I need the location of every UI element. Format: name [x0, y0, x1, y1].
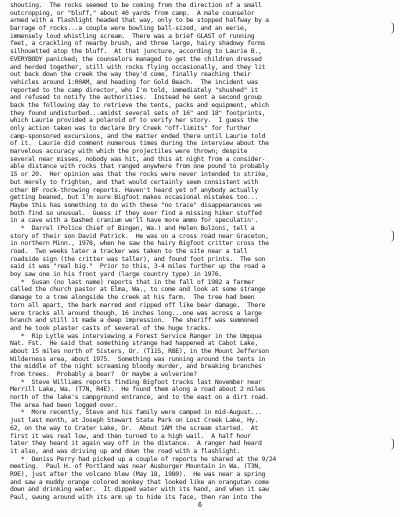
- text-line: shouting. The rocks seemed to be coming from the direction of a small: [10, 2, 262, 9]
- text-line: and he took plaster casts of several of the huge tracks.: [10, 324, 212, 332]
- text-line: boy saw one in his front yard (large country type) in 1976.: [10, 271, 223, 279]
- binder-hole-mark: [390, 438, 394, 450]
- text-line: story of their son David Patrick. He was on a cross road near Graceton,: [10, 232, 269, 240]
- text-line: armed with a flashlight headed that way, only to be stopped halfway by a: [10, 17, 269, 25]
- text-line: Maybe this has something to do with these "no trace" disappearances we: [10, 201, 262, 209]
- text-line: out back down the creek the way they'd come, finally reaching their: [10, 71, 251, 79]
- text-line: * Susan (no last name) reports that in the fall of 1982 a farmer: [10, 278, 255, 286]
- text-line: The area had been logged over.: [10, 401, 118, 409]
- text-line: which Laurie provided a polaroid of to verify her story. I guess the: [10, 117, 258, 125]
- text-line: * More recently, Steve and his family were camped in mid-August...: [10, 409, 262, 417]
- text-line: and saw a muddy orange colored monkey that looked like an orangutan come: [10, 478, 269, 486]
- text-line: about 15 miles north of Sisters, Or. (T11S, R8E), in the Mount Jefferson: [10, 347, 269, 355]
- text-line: getting beaned, but I'm sure Bigfoot makes occasional mistakes too...: [10, 194, 258, 202]
- text-line: both find so unusual. Guess if they ever find a missing hiker stuffed: [10, 209, 262, 217]
- text-line: north of the lake's campground entrance, and to the east on a dirt road.: [10, 394, 269, 402]
- text-line: later they heard it again way off in the distance. A ranger had heard: [10, 440, 262, 448]
- text-line: just last month, at Joseph Stewart State Park on Lost Creek Lake, Hy.: [10, 417, 258, 425]
- text-line: camp-sponsored excursions, and the matter ended there until Laurie told: [10, 132, 266, 140]
- text-line: other BF rock-throwing reports. Haven't heard yet of anybody actually: [10, 186, 258, 194]
- text-line: vehicles around 1:00AM, and heading for Gold Beach. The incident was: [10, 78, 258, 86]
- text-line: said it was "real big." Prior to this, 3-4 miles further up the road a: [10, 263, 266, 271]
- text-line: Paul, swung around with its arm up to hide its face, then ran into the: [10, 494, 262, 501]
- text-line: outcropping, or "bluff," about 40 yards from camp. A male counselor: [10, 9, 255, 17]
- text-line: Wilderness area, about 1975. Something was running around the tents in: [10, 355, 266, 363]
- text-line: roadside sign (the critter was taller), and found foot prints. The son: [10, 255, 266, 263]
- text-line: silhouetted atop the bluff. At that juncture, according to Laurie B.,: [10, 48, 262, 56]
- text-line: barrage of rocks...a couple were bowling ball-sized, and an eerie,: [10, 25, 248, 33]
- text-line: and refused to notify the authorities. Instead he sent a second group: [10, 94, 262, 102]
- text-line: Nat. Fst. He said that something strange had happened at Cabot Lake,: [10, 340, 258, 348]
- text-line: * Deniss Perry had picked up a couple of reports he shared at the 9/24: [10, 455, 276, 463]
- text-line: EVERYBODY panicked; the counselors managed to get the children dressed: [10, 55, 262, 63]
- text-line: the middle of the night screaming bloody murder, and breaking branches: [10, 363, 262, 371]
- text-line: in northern Minn., 1978, when he saw the hairy Bigfoot critter cross the: [10, 240, 269, 248]
- text-line: it also, and was driving up and down the road with a flashlight.: [10, 447, 240, 455]
- text-line: able distance with rocks that ranged anywhere from one pound to probably: [10, 163, 269, 171]
- text-line: called the church pastor at Elma, Wa., to come and look at some strange: [10, 286, 266, 294]
- text-line: were tracks all around though, 16 inches long...one was across a large: [10, 309, 262, 317]
- text-line: several near misses, nobody was hit, and this at night from a consider-: [10, 155, 266, 163]
- text-line: marvelous accuracy with which the projectiles were thrown; despite: [10, 148, 248, 156]
- text-line: * Rip Lytle was interviewing a Forest Service Ranger in the Umpqua: [10, 332, 262, 340]
- text-line: of it. Laurie did comment numerous times during the interview about the: [10, 140, 269, 148]
- text-line: * Steve Williams reports finding Bigfoot tracks last November near: [10, 378, 262, 386]
- page-number: 6: [197, 501, 203, 509]
- text-line: feet, a crackling of nearby brush, and three large, hairy shadowy forms: [10, 40, 266, 48]
- text-line: * Darrel (Police Chief of Bingen, Wa.) and Helen Bulzoni, tell a: [10, 224, 255, 232]
- text-line: torn all apart, the bark marred and ripped off like bear damage. There: [10, 301, 266, 309]
- text-line: first it was real low, and then turned to a high wail. A half hour: [10, 432, 251, 440]
- text-line: in a cave with a bashed cranium we'll have more ammo for speculatin'.: [10, 217, 258, 225]
- text-line: reported to the camp director, who I'm told, immediately "shushed" it: [10, 86, 258, 94]
- text-line: from trees. Probably a bear? Or maybe a wolverine?: [10, 371, 197, 378]
- text-line: Merrill Lake, Wa. (T7N, R4E). He found them along a road about 2 miles: [10, 386, 266, 394]
- text-line: meeting. Paul H. of Portland was near Ausburger Mountain in Wa. (T3N,: [10, 463, 262, 471]
- text-line: 15 or 20. Her opinion was that the rocks were never intended to strike,: [10, 171, 269, 179]
- text-line: back the following day to retrieve the tents, packs and equipment, which: [10, 101, 269, 109]
- text-line: damage to a tree alongside the creek at his farm. The tree had been: [10, 294, 255, 302]
- text-line: immensely loud whistling scream. There was a brief GLAST of running: [10, 32, 255, 40]
- text-line: R9E), just after the volcano blew (May 18, 1980). He was near a spring: [10, 470, 266, 478]
- text-line: down and drinking water. It dipped water with its hand, and when it saw: [10, 486, 269, 494]
- text-line: branch and still it made a deep impression. The sheriff was summoned: [10, 317, 258, 325]
- text-line: road. Two weeks later a tracker was taken to the site near a tall: [10, 248, 248, 255]
- binder-hole-mark: [390, 22, 394, 34]
- text-line: only action taken was to declare Dry Creek "off-limits" for further: [10, 125, 251, 132]
- text-line: and herded together, still with rocks flying occasionally, and they lit: [10, 63, 266, 71]
- text-line: 62, on the way to Crater Lake, Or. About 1AM the scream started. At: [10, 424, 258, 432]
- text-line: they found undisturbed...amidst several sets of 16" and 18" footprints,: [10, 109, 266, 117]
- text-line: but merely to frighten, and that would certainly seem consistent with: [10, 178, 258, 186]
- body-text: [10, 2, 382, 502]
- binder-hole-mark: [390, 230, 394, 242]
